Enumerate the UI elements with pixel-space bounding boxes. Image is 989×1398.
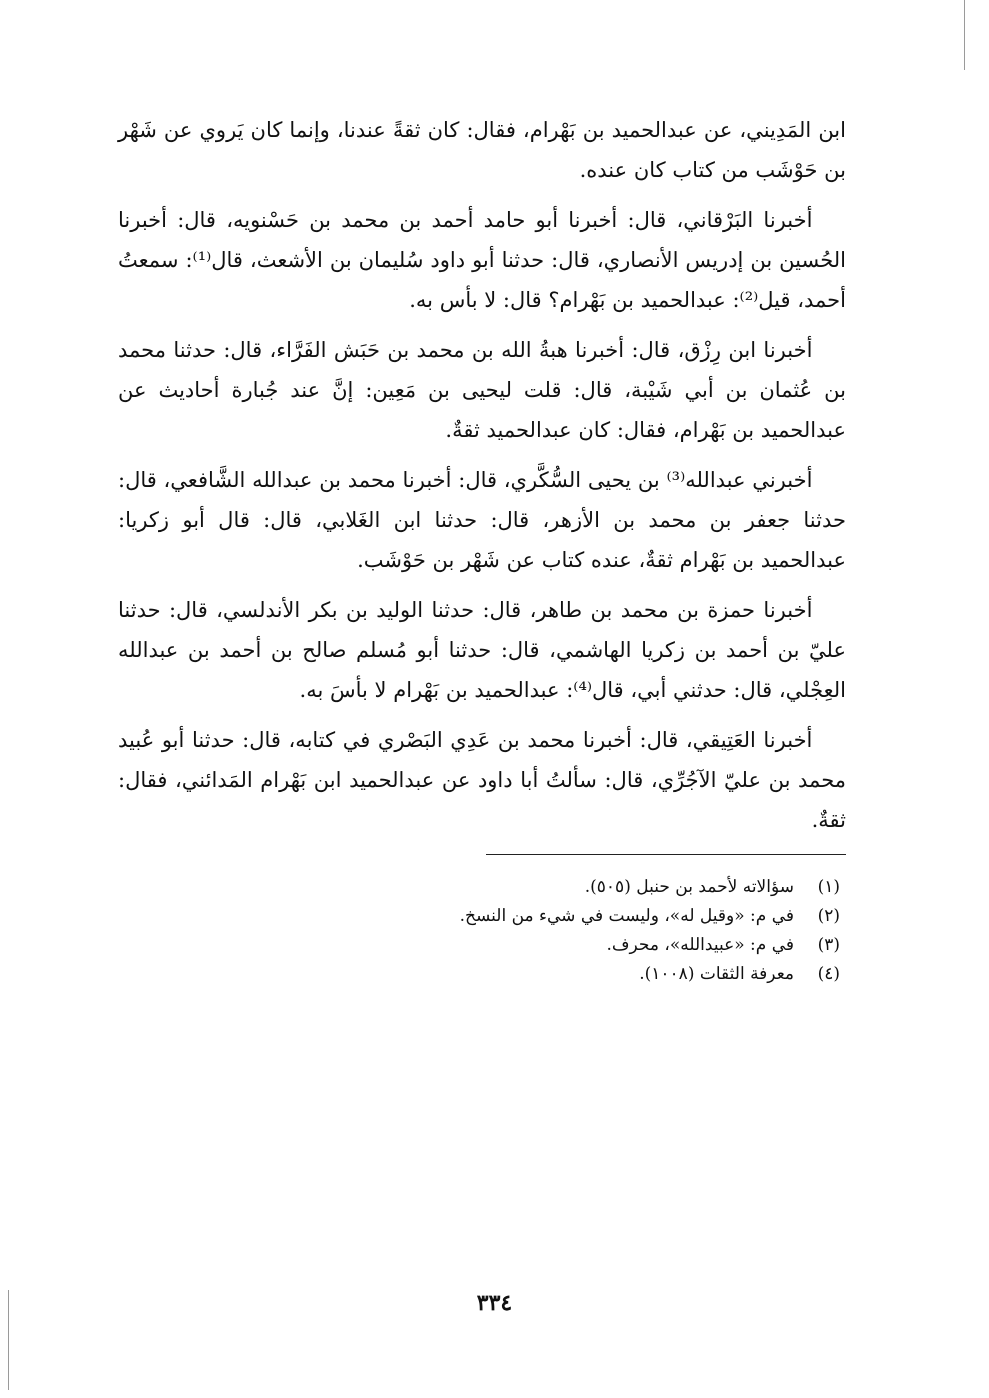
paragraph: ابن المَدِيني، عن عبدالحميد بن بَهْرام، فقال: كان ثقةً عندنا، وإنما كان يَروي عن شَهْر بن حَوْشَب من كتاب كان عنده. (118, 118, 846, 182)
page-number: ٣٣٤ (476, 1290, 513, 1316)
footnote-number: (١) (817, 877, 840, 897)
book-page (118, 110, 846, 989)
footnote-number: (٢) (817, 906, 840, 926)
paragraph: أخبرنا البَرْقاني، قال: أخبرنا أبو حامد أحمد بن محمد بن حَسْنويه، قال: أخبرنا الحُسين بن إدريس الأنصاري، قال: حدثنا أبو داود سُليمان بن الأشعث، قال⁽¹⁾: سمعتُ أحمد، قيل⁽²⁾: عبدالحميد بن بَهْرام؟ قال: لا بأس به. (118, 208, 846, 312)
footnote (118, 931, 846, 960)
paragraph: أخبرنا ابن رِزْق، قال: أخبرنا هبةُ الله بن محمد بن حَبَش الفَرَّاء، قال: حدثنا محمد بن عُثمان بن أبي شَيْبة، قال: قلت ليحيى بن مَعِين: إنَّ عند جُبارة أحاديث عن عبدالحميد بن بَهْرام، فقال: كان عبدالحميد ثقةٌ. (118, 338, 846, 442)
footnote (118, 873, 846, 902)
footnotes (118, 873, 846, 989)
paragraph: أخبرني عبدالله⁽³⁾ بن يحيى السُّكَّري، قال: أخبرنا محمد بن عبدالله الشَّافعي، قال: حدثنا جعفر بن محمد بن الأزهر، قال: حدثنا ابن الغَلابي، قال: قال أبو زكريا: عبدالحميد بن بَهْرام ثقةٌ، عنده كتاب عن شَهْر بن حَوْشَب. (118, 468, 846, 572)
footnote-text: في م: «وقيل له»، وليست في شيء من النسخ. (459, 906, 794, 926)
footnote-number: (٤) (817, 964, 840, 984)
paragraph: أخبرنا العَتِيقي، قال: أخبرنا محمد بن عَدِي البَصْري في كتابه، قال: حدثنا أبو عُبيد محمد بن عليّ الآجُرِّي، قال: سألتُ أبا داود عن عبدالحميد ابن بَهْرام المَدائني، فقال: ثقةٌ. (118, 728, 846, 832)
footnote-text: سؤالاته لأحمد بن حنبل (٥٠٥). (584, 877, 794, 897)
footnote (118, 960, 846, 989)
footnote-text: في م: «عبيدالله»، محرف. (606, 935, 794, 955)
footnote (118, 902, 846, 931)
scan-edge-mark (964, 0, 965, 70)
footnote-separator (486, 854, 846, 855)
paragraph: أخبرنا حمزة بن محمد بن طاهر، قال: حدثنا الوليد بن بكر الأندلسي، قال: حدثنا عليّ بن أحمد بن زكريا الهاشمي، قال: حدثنا أبو مُسلم صالح بن أحمد بن عبدالله العِجْلي، قال: حدثني أبي، قال⁽⁴⁾: عبدالحميد بن بَهْرام لا بأسَ به. (118, 598, 846, 702)
footnote-number: (٣) (817, 935, 840, 955)
footnote-text: معرفة الثقات (١٠٠٨). (639, 964, 794, 984)
